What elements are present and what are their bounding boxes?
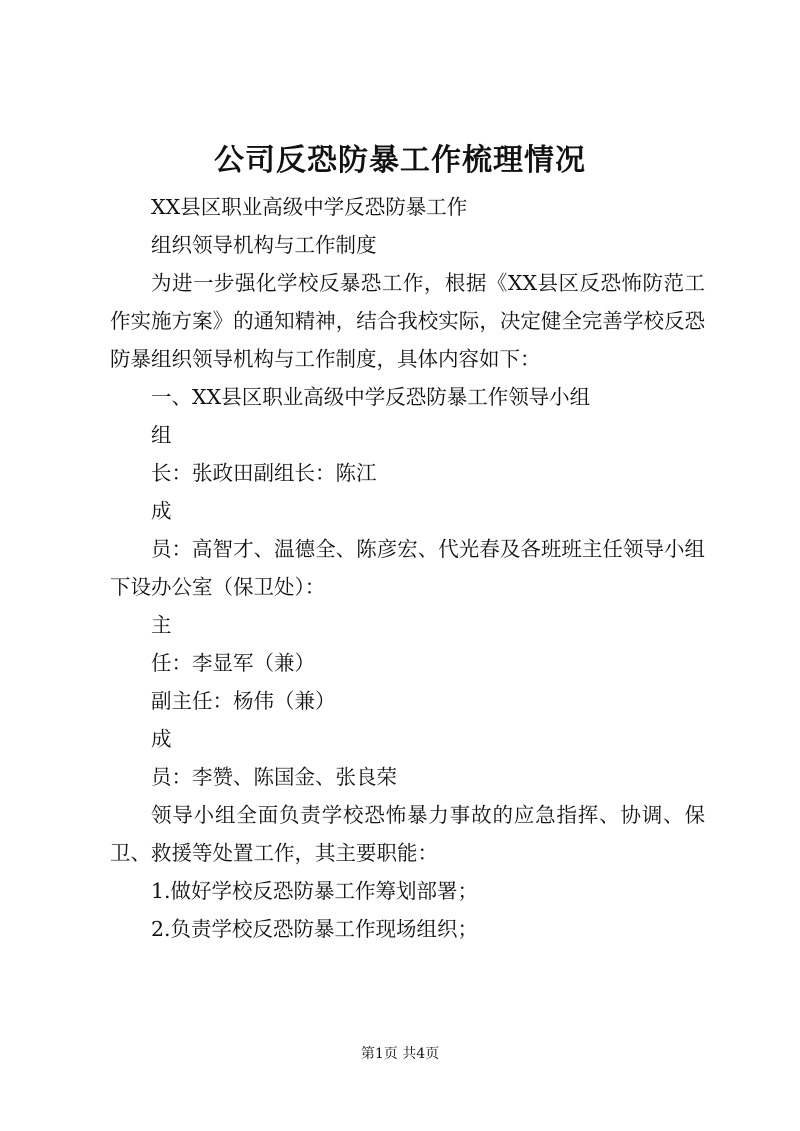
paragraph: 员：李赞、陈国金、张良荣 xyxy=(151,765,397,789)
paragraph: 成 xyxy=(151,499,172,523)
document-body xyxy=(110,188,705,948)
paragraph: 任：李显军（兼） xyxy=(151,651,315,675)
paragraph: 领导小组全面负责学校恐怖暴力事故的应急指挥、协调、保卫、救援等处置工作，其主要职能： xyxy=(110,803,705,865)
paragraph: 长：张政田副组长：陈江 xyxy=(151,461,377,485)
paragraph: 副主任：杨伟（兼） xyxy=(151,689,336,713)
paragraph: 成 xyxy=(151,727,172,751)
paragraph: 组 xyxy=(151,423,172,447)
paragraph: 为进一步强化学校反暴恐工作，根据《XX县区反恐怖防范工作实施方案》的通知精神，结合我校实际，决定健全完善学校反恐防暴组织领导机构与工作制度，具体内容如下： xyxy=(110,271,705,371)
paragraph: 员：高智才、温德全、陈彦宏、代光春及各班班主任领导小组下设办公室（保卫处）： xyxy=(110,537,705,599)
paragraph: XX县区职业高级中学反恐防暴工作 xyxy=(151,195,468,219)
paragraph: 组织领导机构与工作制度 xyxy=(151,233,377,257)
paragraph: 2.负责学校反恐防暴工作现场组织； xyxy=(151,917,479,941)
document-title: 公司反恐防暴工作梳理情况 xyxy=(214,143,586,178)
page-footer: 第1页 共4页 xyxy=(360,1046,440,1062)
paragraph: 主 xyxy=(151,613,172,637)
paragraph: 1.做好学校反恐防暴工作筹划部署； xyxy=(151,879,479,903)
paragraph: 一、XX县区职业高级中学反恐防暴工作领导小组 xyxy=(151,385,591,409)
